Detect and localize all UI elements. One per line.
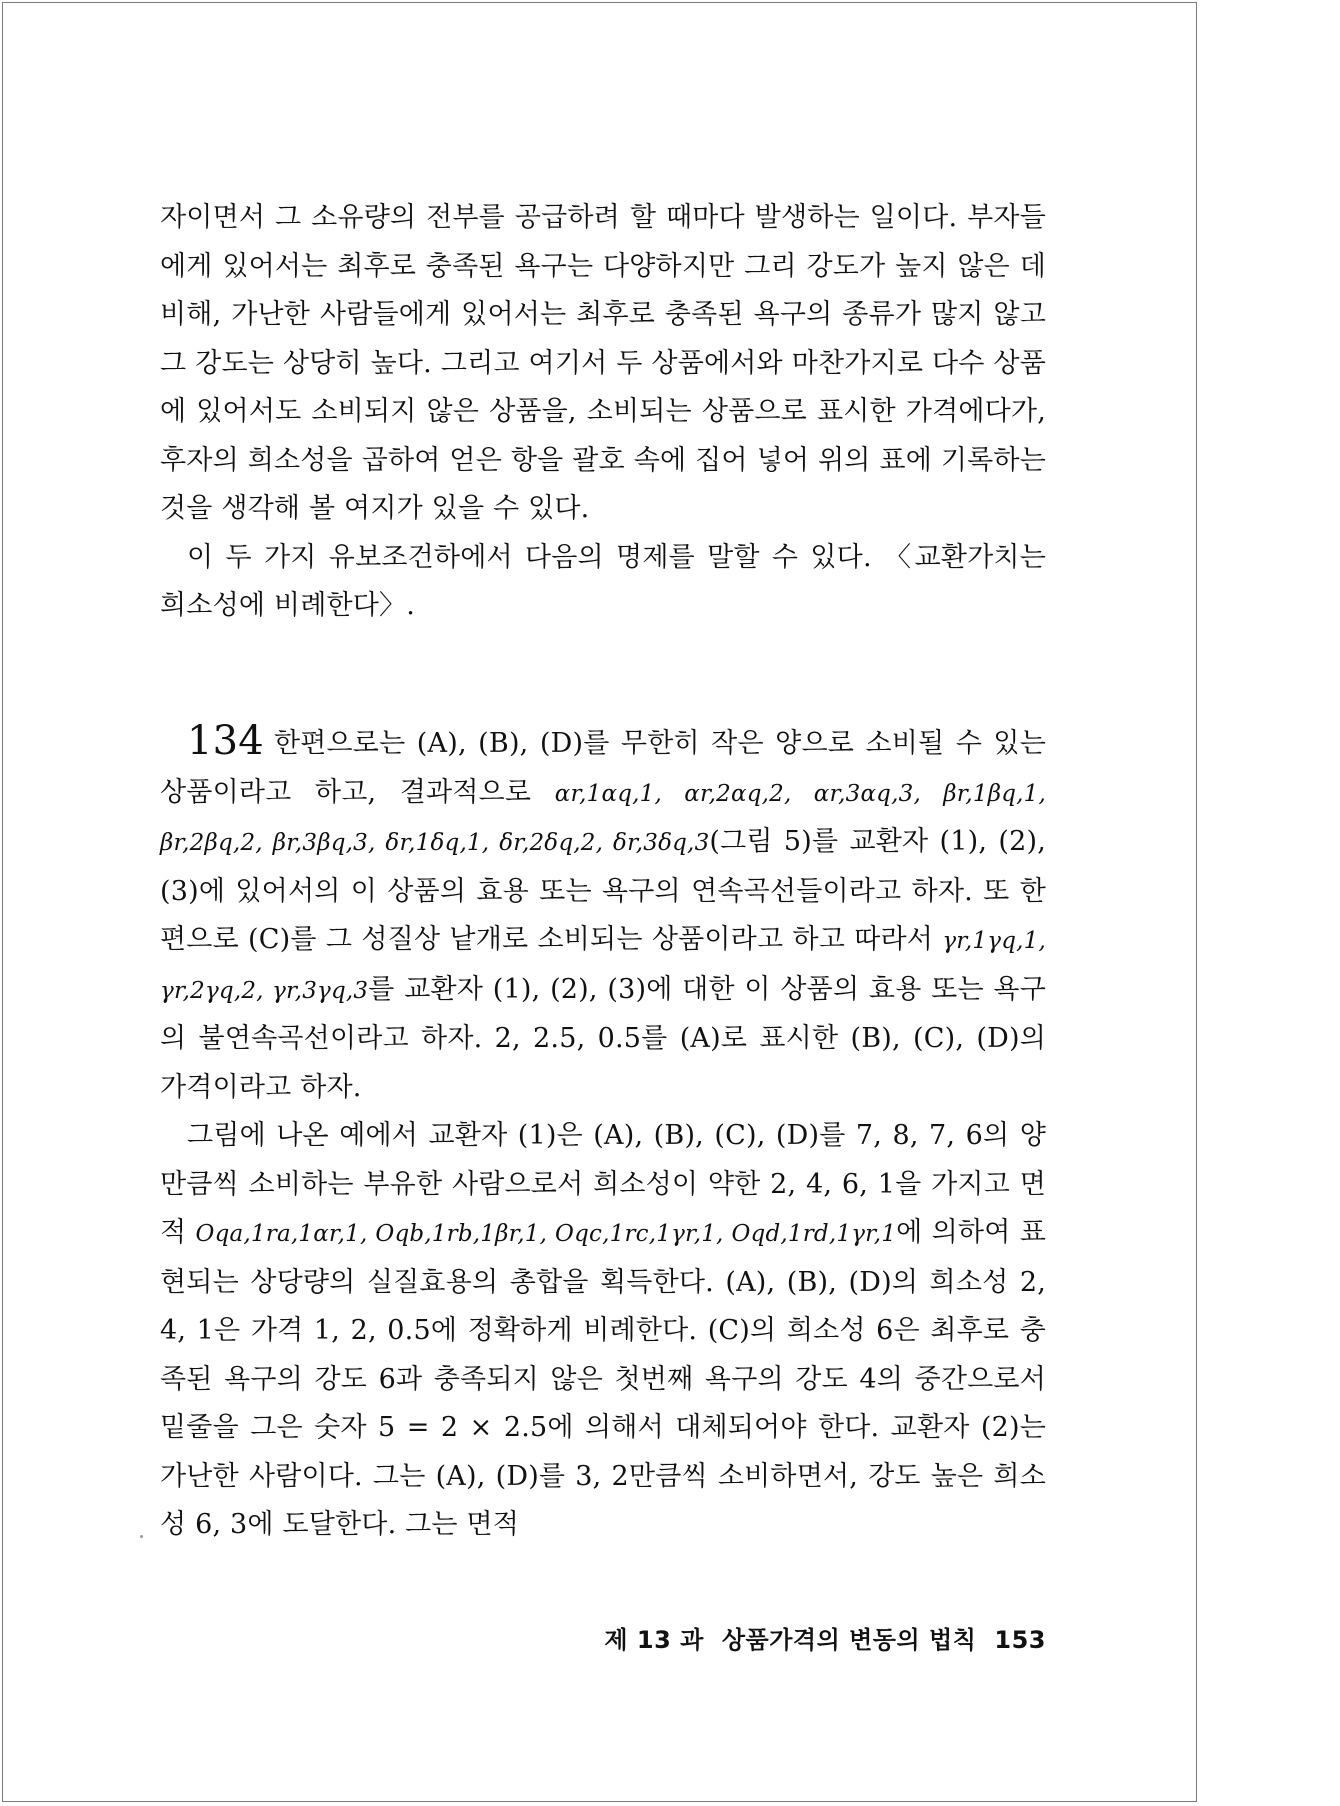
- text-block-section-134: [160, 720, 1046, 1550]
- paragraph: [160, 720, 1046, 1112]
- footer-chapter: 제 13 과: [604, 1626, 704, 1654]
- page-number: 153: [994, 1626, 1046, 1654]
- footer-title: 상품가격의 변동의 법칙: [721, 1626, 977, 1654]
- math-expression: γr,1γq,1, γr,2γq,2, γr,3γq,3: [160, 928, 1046, 1004]
- text-block-top: [160, 194, 1046, 631]
- math-expression: Oqa,1ra,1αr,1, Oqb,1rb,1βr,1, Oqc,1rc,1γr,1, Oqd,1rd,1γr,1: [195, 1221, 897, 1247]
- paragraph: 이 두 가지 유보조건하에서 다음의 명제를 말할 수 있다. 〈교환가치는 희소성에 비례한다〉.: [160, 541, 1046, 621]
- section-number: 134: [187, 718, 264, 764]
- paragraph-text: 에 의하여 표현되는 상당량의 실질효용의 총합을 획득한다. (A), (B), (D)의 희소성 2, 4, 1은 가격 1, 2, 0.5에 정확하게 비례한다. (C)의 희소성 6은 최후로 충족된 욕구의 강도 6과 충족되지 않은 첫번째 욕구의 강도 4의 중간으로서 밑줄을 그은 숫자 5 = 2 × 2.5에 의해서 대체되어야 한다. 교환자 (2)는 가난한 사람이다. 그는 (A), (D)를 3, 2만큼씩 소비하면서, 강도 높은 희소성 6, 3에 도달한다. 그는 면적: [160, 1217, 1046, 1540]
- math-expression: αr,1αq,1, αr,2αq,2, αr,3αq,3, βr,1βq,1, βr,2βq,2, βr,3βq,3, δr,1δq,1, δr,2δq,2, δr,3δq,3: [160, 780, 1046, 856]
- paragraph: 자이면서 그 소유량의 전부를 공급하려 할 때마다 발생하는 일이다. 부자들에게 있어서는 최후로 충족된 욕구는 다양하지만 그리 강도가 높지 않은 데 비해, 가난한 사람들에게 있어서는 최후로 충족된 욕구의 종류가 많지 않고 그 강도는 상당히 높다. 그리고 여기서 두 상품에서와 마찬가지로 다수 상품에 있어서도 소비되지 않은 상품을, 소비되는 상품으로 표시한 가격에다가, 후자의 희소성을 곱하여 얻은 항을 괄호 속에 집어 넣어 위의 표에 기록하는 것을 생각해 볼 여지가 있을 수 있다.: [160, 202, 1046, 524]
- paragraph-text: (그림 5)를 교환자 (1), (2), (3)에 있어서의 이 상품의 효용 또는 욕구의 연속곡선들이라고 하자. 또 한편으로 (C)를 그 성질상 낱개로 소비되는 상품이라고 하고 따라서: [160, 826, 1046, 955]
- paragraph: [160, 1112, 1046, 1550]
- paragraph-text: 그림에 나온 예에서 교환자 (1)은 (A), (B), (C), (D)를 7, 8, 7, 6의 양만큼씩 소비하는 부유한 사람으로서 희소성이 약한 2, 4, 6, 1을 가지고 면적: [160, 1120, 1046, 1248]
- paragraph-text: 한편으로는 (A), (B), (D)를 무한히 작은 양으로 소비될 수 있는 상품이라고 하고, 결과적으로: [160, 728, 1046, 808]
- paragraph-text: 를 교환자 (1), (2), (3)에 대한 이 상품의 효용 또는 욕구의 불연속곡선이라고 하자. 2, 2.5, 0.5를 (A)로 표시한 (B), (C), (D)의 가격이라고 하자.: [160, 973, 1046, 1103]
- scan-speck: [140, 1535, 143, 1538]
- page-footer: [560, 1620, 1046, 1655]
